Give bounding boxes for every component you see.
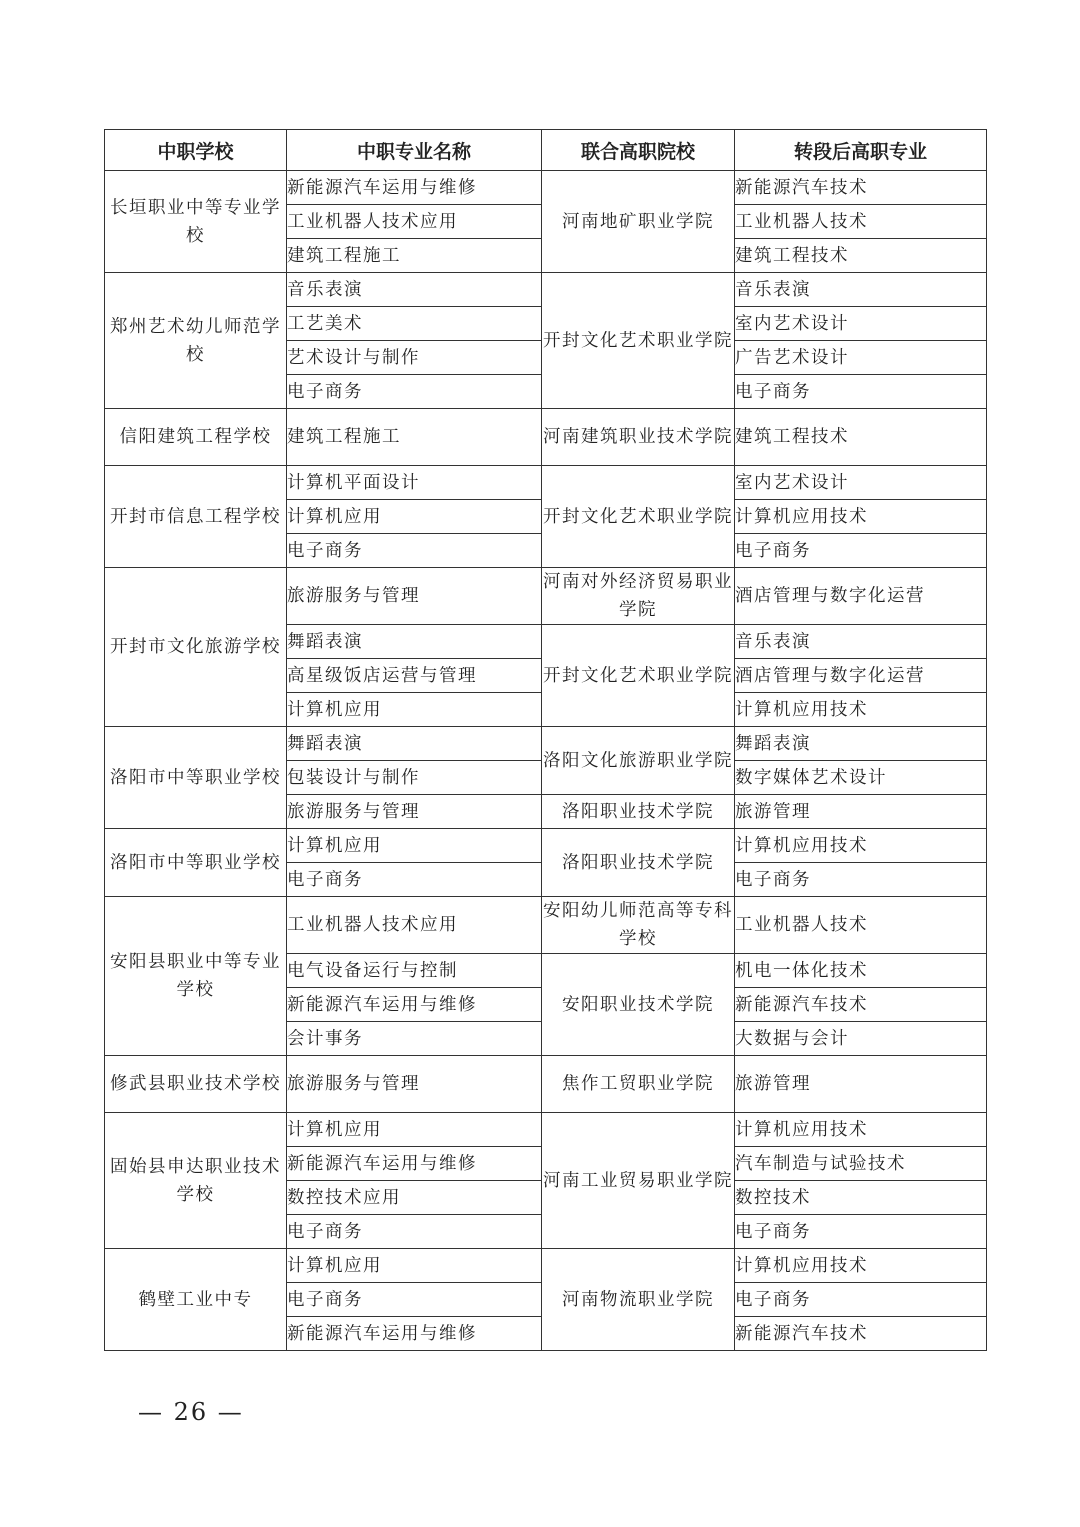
college-cell: 开封文化艺术职业学院 xyxy=(542,466,735,568)
table-body xyxy=(105,171,987,1351)
major-cell: 旅游服务与管理 xyxy=(287,795,542,829)
target-major-cell: 旅游管理 xyxy=(735,1056,987,1113)
college-cell: 河南建筑职业技术学院 xyxy=(542,409,735,466)
major-cell: 电气设备运行与控制 xyxy=(287,954,542,988)
target-major-cell: 电子商务 xyxy=(735,375,987,409)
school-cell: 郑州艺术幼儿师范学校 xyxy=(105,273,287,409)
target-major-cell: 音乐表演 xyxy=(735,625,987,659)
school-cell: 固始县申达职业技术学校 xyxy=(105,1113,287,1249)
major-cell: 计算机应用 xyxy=(287,693,542,727)
school-cell: 鹤壁工业中专 xyxy=(105,1249,287,1351)
target-major-cell: 电子商务 xyxy=(735,863,987,897)
target-major-cell: 汽车制造与试验技术 xyxy=(735,1147,987,1181)
major-cell: 音乐表演 xyxy=(287,273,542,307)
college-cell: 焦作工贸职业学院 xyxy=(542,1056,735,1113)
major-cell: 电子商务 xyxy=(287,375,542,409)
major-cell: 计算机应用 xyxy=(287,1113,542,1147)
college-cell: 河南物流职业学院 xyxy=(542,1249,735,1351)
target-major-cell: 音乐表演 xyxy=(735,273,987,307)
major-cell: 舞蹈表演 xyxy=(287,625,542,659)
major-cell: 电子商务 xyxy=(287,1215,542,1249)
major-cell: 新能源汽车运用与维修 xyxy=(287,1147,542,1181)
target-major-cell: 计算机应用技术 xyxy=(735,500,987,534)
table-row xyxy=(105,727,987,761)
major-cell: 建筑工程施工 xyxy=(287,409,542,466)
major-cell: 旅游服务与管理 xyxy=(287,568,542,625)
target-major-cell: 酒店管理与数字化运营 xyxy=(735,659,987,693)
target-major-cell: 电子商务 xyxy=(735,1283,987,1317)
school-cell: 长垣职业中等专业学校 xyxy=(105,171,287,273)
school-cell: 开封市信息工程学校 xyxy=(105,466,287,568)
school-cell: 信阳建筑工程学校 xyxy=(105,409,287,466)
major-cell: 工艺美术 xyxy=(287,307,542,341)
target-major-cell: 新能源汽车技术 xyxy=(735,1317,987,1351)
major-cell: 新能源汽车运用与维修 xyxy=(287,988,542,1022)
target-major-cell: 数字媒体艺术设计 xyxy=(735,761,987,795)
major-cell: 新能源汽车运用与维修 xyxy=(287,171,542,205)
college-cell: 开封文化艺术职业学院 xyxy=(542,625,735,727)
table-row xyxy=(105,568,987,625)
target-major-cell: 新能源汽车技术 xyxy=(735,171,987,205)
table-row xyxy=(105,171,987,205)
target-major-cell: 机电一体化技术 xyxy=(735,954,987,988)
target-major-cell: 数控技术 xyxy=(735,1181,987,1215)
major-cell: 计算机平面设计 xyxy=(287,466,542,500)
major-cell: 会计事务 xyxy=(287,1022,542,1056)
school-cell: 洛阳市中等职业学校 xyxy=(105,727,287,829)
header-target-major: 转段后高职专业 xyxy=(735,130,987,171)
table-row xyxy=(105,466,987,500)
target-major-cell: 电子商务 xyxy=(735,1215,987,1249)
college-cell: 河南地矿职业学院 xyxy=(542,171,735,273)
target-major-cell: 室内艺术设计 xyxy=(735,466,987,500)
major-cell: 计算机应用 xyxy=(287,829,542,863)
target-major-cell: 计算机应用技术 xyxy=(735,1113,987,1147)
school-cell: 开封市文化旅游学校 xyxy=(105,568,287,727)
target-major-cell: 工业机器人技术 xyxy=(735,205,987,239)
major-cell: 旅游服务与管理 xyxy=(287,1056,542,1113)
target-major-cell: 新能源汽车技术 xyxy=(735,988,987,1022)
target-major-cell: 大数据与会计 xyxy=(735,1022,987,1056)
college-cell: 洛阳职业技术学院 xyxy=(542,795,735,829)
target-major-cell: 计算机应用技术 xyxy=(735,829,987,863)
school-cell: 洛阳市中等职业学校 xyxy=(105,829,287,897)
header-row xyxy=(105,130,987,171)
target-major-cell: 旅游管理 xyxy=(735,795,987,829)
major-cell: 新能源汽车运用与维修 xyxy=(287,1317,542,1351)
major-cell: 高星级饭店运营与管理 xyxy=(287,659,542,693)
major-cell: 工业机器人技术应用 xyxy=(287,205,542,239)
table-row xyxy=(105,1056,987,1113)
college-cell: 河南工业贸易职业学院 xyxy=(542,1113,735,1249)
major-cell: 电子商务 xyxy=(287,534,542,568)
major-cell: 电子商务 xyxy=(287,1283,542,1317)
major-cell: 计算机应用 xyxy=(287,500,542,534)
college-cell: 安阳幼儿师范高等专科学校 xyxy=(542,897,735,954)
table-row xyxy=(105,897,987,954)
table-row xyxy=(105,273,987,307)
major-cell: 艺术设计与制作 xyxy=(287,341,542,375)
college-cell: 洛阳文化旅游职业学院 xyxy=(542,727,735,795)
college-cell: 河南对外经济贸易职业学院 xyxy=(542,568,735,625)
table-row xyxy=(105,1249,987,1283)
college-cell: 安阳职业技术学院 xyxy=(542,954,735,1056)
table-row xyxy=(105,1113,987,1147)
college-cell: 开封文化艺术职业学院 xyxy=(542,273,735,409)
major-cell: 工业机器人技术应用 xyxy=(287,897,542,954)
table-row xyxy=(105,829,987,863)
school-cell: 安阳县职业中等专业学校 xyxy=(105,897,287,1056)
header-college: 联合高职院校 xyxy=(542,130,735,171)
target-major-cell: 酒店管理与数字化运营 xyxy=(735,568,987,625)
school-cell: 修武县职业技术学校 xyxy=(105,1056,287,1113)
college-cell: 洛阳职业技术学院 xyxy=(542,829,735,897)
header-major: 中职专业名称 xyxy=(287,130,542,171)
major-cell: 数控技术应用 xyxy=(287,1181,542,1215)
major-cell: 计算机应用 xyxy=(287,1249,542,1283)
page-number: — 26 — xyxy=(138,1398,244,1426)
major-cell: 包装设计与制作 xyxy=(287,761,542,795)
major-cell: 电子商务 xyxy=(287,863,542,897)
target-major-cell: 建筑工程技术 xyxy=(735,409,987,466)
target-major-cell: 室内艺术设计 xyxy=(735,307,987,341)
target-major-cell: 电子商务 xyxy=(735,534,987,568)
target-major-cell: 计算机应用技术 xyxy=(735,1249,987,1283)
target-major-cell: 建筑工程技术 xyxy=(735,239,987,273)
target-major-cell: 舞蹈表演 xyxy=(735,727,987,761)
major-cell: 舞蹈表演 xyxy=(287,727,542,761)
majors-table xyxy=(104,129,987,1351)
major-cell: 建筑工程施工 xyxy=(287,239,542,273)
target-major-cell: 工业机器人技术 xyxy=(735,897,987,954)
header-school: 中职学校 xyxy=(105,130,287,171)
target-major-cell: 广告艺术设计 xyxy=(735,341,987,375)
table-row xyxy=(105,409,987,466)
target-major-cell: 计算机应用技术 xyxy=(735,693,987,727)
